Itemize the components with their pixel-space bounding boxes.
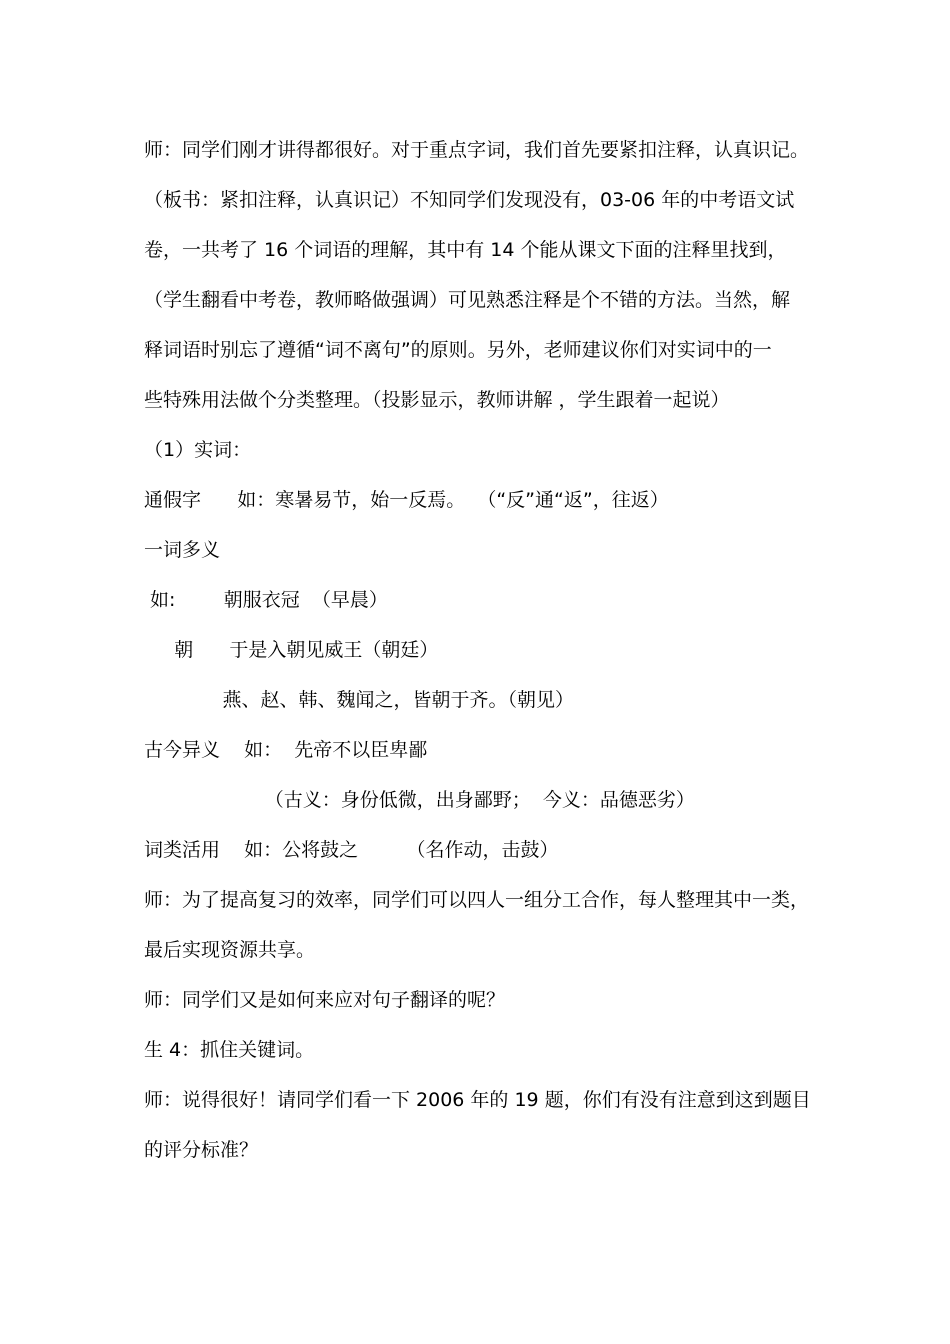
text-line-example-2: 朝 于是入朝见威王（朝廷）: [144, 639, 439, 661]
text-line-teacher-1: 师：为了提高复习的效率，同学们可以四人一组分工合作，每人整理其中一类，: [144, 889, 810, 911]
text-line-4: （学生翻看中考卷，教师略做强调）可见熟悉注释是个不错的方法。当然，解: [144, 289, 791, 311]
section-heading-shici: （1）实词：: [144, 439, 252, 461]
text-line-gujinyiyi-note: （古义：身份低微，出身鄙野； 今义：品德恶劣）: [144, 789, 695, 811]
text-line-example-1: 如: 朝服衣冠 （早晨）: [144, 589, 388, 611]
text-line-teacher-3: 师：说得很好！请同学们看一下 2006 年的 19 题，你们有没有注意到这到题目: [144, 1089, 811, 1111]
text-line-teacher-3b: 的评分标准？: [144, 1139, 259, 1161]
text-line-gujinyiyi: 古今异义 如： 先帝不以臣卑鄙: [144, 739, 428, 761]
text-line-cileihuoyong: 词类活用 如：公将鼓之 （名作动，击鼓）: [144, 839, 559, 861]
text-line-example-3: 燕、赵、韩、魏闻之，皆朝于齐。（朝见）: [144, 689, 575, 711]
text-line-yiciduoyi: 一词多义: [144, 539, 221, 561]
text-line-5: 释词语时别忘了遵循“词不离句”的原则。另外，老师建议你们对实词中的一: [144, 339, 772, 361]
text-line-tongjiazi: 通假字 如：寒暑易节，始一反焉。 （“反”通“返”，往返）: [144, 489, 669, 511]
text-line-3: 卷，一共考了 16 个词语的理解，其中有 14 个能从课文下面的注释里找到，: [144, 239, 787, 261]
text-line-2: （板书：紧扣注释，认真识记）不知同学们发现没有，03-06 年的中考语文试: [144, 189, 795, 211]
text-line-teacher-1b: 最后实现资源共享。: [144, 939, 316, 961]
text-line-1: 师：同学们刚才讲得都很好。对于重点字词，我们首先要紧扣注释，认真识记。: [144, 139, 810, 161]
text-line-teacher-2: 师：同学们又是如何来应对句子翻译的呢？: [144, 989, 506, 1011]
text-line-6: 些特殊用法做个分类整理。（投影显示，教师讲解 ，学生跟着一起说）: [144, 389, 730, 411]
text-line-student-4: 生 4：抓住关键词。: [144, 1039, 315, 1061]
